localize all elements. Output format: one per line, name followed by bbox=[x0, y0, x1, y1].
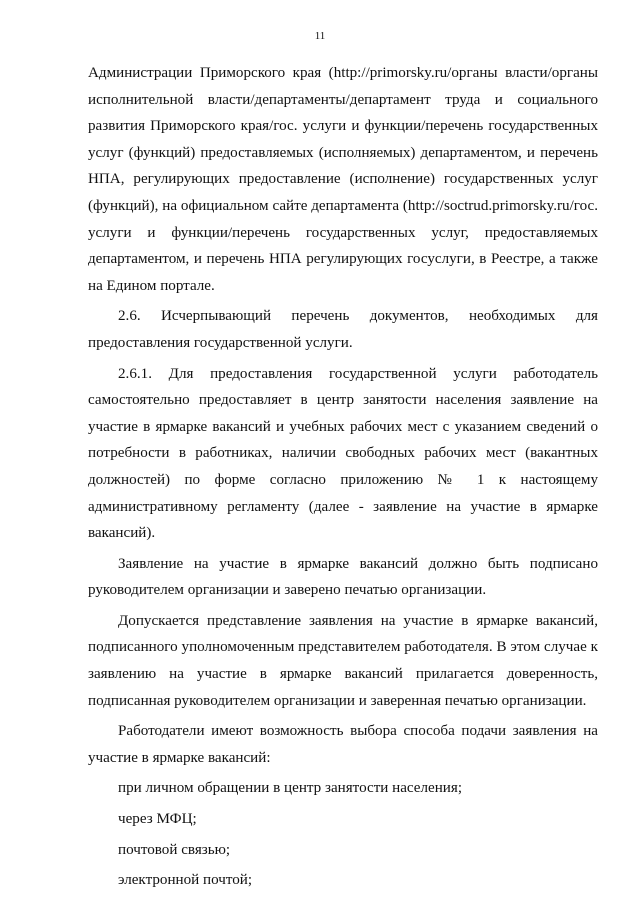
paragraph-signature-requirement: Заявление на участие в ярмарке вакансий должно быть подписано руководителем организации и заверено печатью организации. bbox=[88, 555, 598, 599]
paragraph-continuation: Администрации Приморского края (http://primorsky.ru/органы власти/органы исполнительной власти/департаменты/департамент труда и социального развития Приморского края/гос. услуги и функции/перечень государственных услуг (функций) предоставляемых (исполняемых) департаментом, и перечень НПА, регулирующих предоставление (исполнение) государственных услуг (функций), на официальном сайте департамента (http://soctrud.primorsky.ru/гос. услуги и функции/перечень государственных услуг, предоставляемых департаментом, и перечень НПА регулирующих госуслуги, в Реестре, а также на Едином портале. bbox=[88, 65, 598, 294]
list-item: через МФЦ; bbox=[118, 811, 197, 828]
document-body bbox=[88, 60, 598, 894]
list-item: при личном обращении в центр занятости населения; bbox=[118, 780, 463, 797]
paragraph-representative: Допускается представление заявления на участие в ярмарке вакансий, подписанного уполномоченным представителем работодателя. В этом случае к заявлению на участие в ярмарке вакансий прилагается доверенность, подписанная руководителем организации и заверенная печатью организации. bbox=[88, 612, 598, 709]
page-number: 11 bbox=[314, 30, 326, 42]
list-item: электронной почтой; bbox=[118, 872, 253, 889]
paragraph-submission-methods: Работодатели имеют возможность выбора способа подачи заявления на участие в ярмарке вакансий: bbox=[88, 723, 598, 766]
paragraph-2-6: 2.6. Исчерпывающий перечень документов, необходимых для предоставления государственной услуги. bbox=[88, 308, 598, 351]
list-item: почтовой связью; bbox=[118, 841, 231, 858]
paragraph-2-6-1: 2.6.1. Для предоставления государственной услуги работодатель самостоятельно предоставляет в центр занятости населения заявление на участие в ярмарке вакансий и учебных рабочих мест с указанием сведений о потребности в работниках, наличии свободных рабочих мест (вакантных должностей) по форме согласно приложению № 1 к настоящему административному регламенту (далее - заявление на участие в ярмарке вакансий). bbox=[88, 365, 598, 542]
